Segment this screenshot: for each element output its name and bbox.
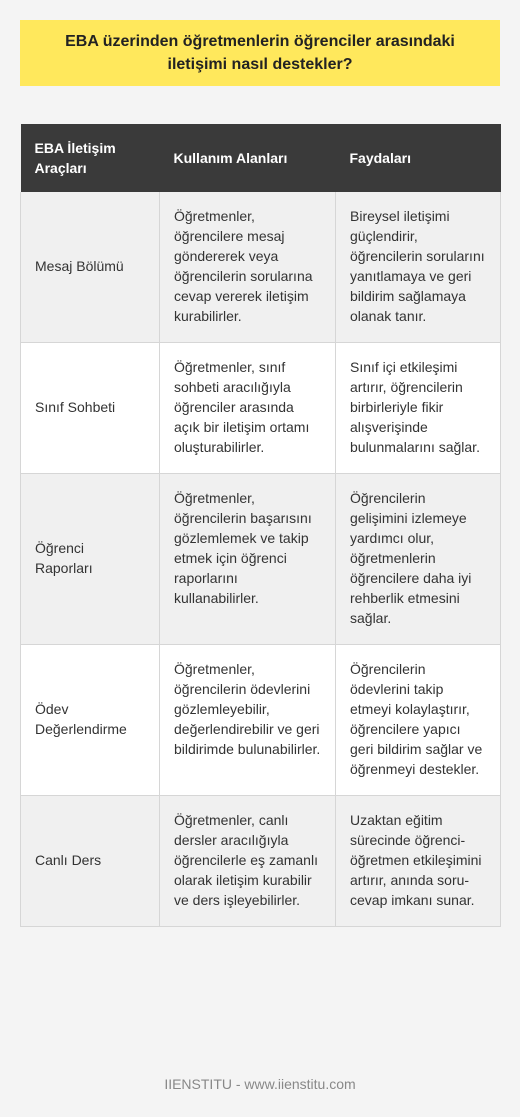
table-row bbox=[21, 796, 501, 927]
column-header: Faydaları bbox=[336, 124, 501, 192]
tool-name-cell: Öğrenci Raporları bbox=[21, 474, 160, 645]
usage-cell: Öğretmenler, canlı dersler aracılığıyla öğrencilerle eş zamanlı olarak iletişim kurabilir ve ders işleyebilirler. bbox=[160, 796, 336, 927]
communication-tools-table bbox=[20, 124, 501, 927]
benefit-cell: Sınıf içi etkileşimi artırır, öğrencilerin birbirleriyle fikir alışverişinde bulunmalarını sağlar. bbox=[336, 343, 501, 474]
benefit-cell: Öğrencilerin ödevlerini takip etmeyi kolaylaştırır, öğrencilere yapıcı geri bildirim sağlar ve öğrenmeyi destekler. bbox=[336, 645, 501, 796]
tool-name-cell: Ödev Değerlendirme bbox=[21, 645, 160, 796]
usage-cell: Öğretmenler, öğrencilerin ödevlerini gözlemleyebilir, değerlendirebilir ve geri bildirimde bulunabilirler. bbox=[160, 645, 336, 796]
column-header: EBA İletişim Araçları bbox=[21, 124, 160, 192]
table-row bbox=[21, 474, 501, 645]
page-title-box bbox=[20, 20, 500, 86]
usage-cell: Öğretmenler, öğrencilerin başarısını gözlemlemek ve takip etmek için öğrenci raporlarını kullanabilirler. bbox=[160, 474, 336, 645]
tool-name-cell: Sınıf Sohbeti bbox=[21, 343, 160, 474]
benefit-cell: Öğrencilerin gelişimini izlemeye yardımcı olur, öğretmenlerin öğrencilere daha iyi rehberlik etmesini sağlar. bbox=[336, 474, 501, 645]
tool-name-cell: Mesaj Bölümü bbox=[21, 192, 160, 343]
tool-name-cell: Canlı Ders bbox=[21, 796, 160, 927]
table-row bbox=[21, 645, 501, 796]
column-header: Kullanım Alanları bbox=[160, 124, 336, 192]
benefit-cell: Uzaktan eğitim sürecinde öğrenci-öğretmen etkileşimini artırır, anında soru-cevap imkanı sunar. bbox=[336, 796, 501, 927]
table-row bbox=[21, 192, 501, 343]
table-row bbox=[21, 343, 501, 474]
page-title: EBA üzerinden öğretmenlerin öğrenciler arasındaki iletişimi nasıl destekler? bbox=[65, 33, 455, 73]
usage-cell: Öğretmenler, öğrencilere mesaj göndererek veya öğrencilerin sorularına cevap vererek iletişim kurabilirler. bbox=[160, 192, 336, 343]
usage-cell: Öğretmenler, sınıf sohbeti aracılığıyla öğrenciler arasında açık bir iletişim ortamı oluşturabilirler. bbox=[160, 343, 336, 474]
benefit-cell: Bireysel iletişimi güçlendirir, öğrencilerin sorularını yanıtlamaya ve geri bildirim sağlamaya olanak tanır. bbox=[336, 192, 501, 343]
footer-text: IIENSTITU - www.iienstitu.com bbox=[164, 1076, 356, 1092]
table-header-row bbox=[21, 124, 501, 192]
